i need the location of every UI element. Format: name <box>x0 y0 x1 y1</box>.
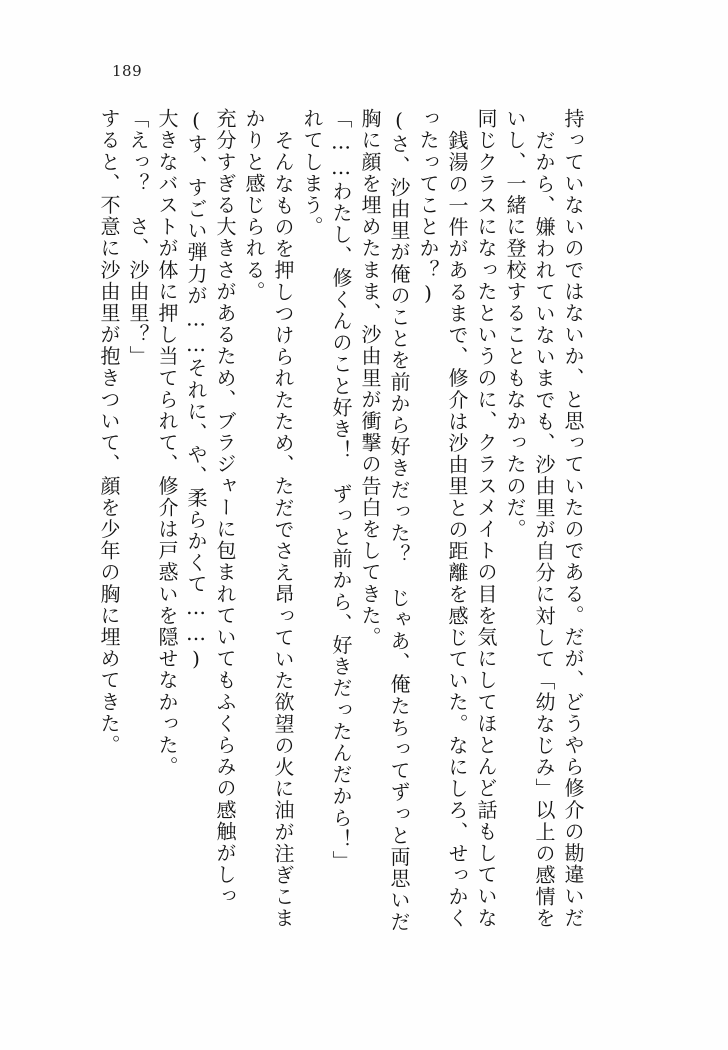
page-number: 189 <box>112 62 143 80</box>
text-column: 胸に顔を埋めたまま、沙由里が衝撃の告白をしてきた。 <box>358 108 382 648</box>
text-column: かりと感じられる。 <box>242 108 266 303</box>
text-column: 充分すぎる大きさがあるため、ブラジャーに包まれていてもふくらみの感触がしっ <box>213 108 237 908</box>
text-column: だから、嫌われていないまでも、沙由里が自分に対して「幼なじみ」以上の感情を <box>532 130 556 930</box>
vertical-text-block <box>90 108 650 978</box>
text-column: 同じクラスになったというのに、クラスメイトの目を気にしてほとんど話もしていな <box>474 108 498 929</box>
text-column: (さ、沙由里が俺のことを前から好きだった？ じゃあ、俺たちってずっと両思いだ <box>387 108 411 933</box>
text-column: 持っていないのではないか、と思っていたのである。だが、どうやら修介の勘違いだ <box>561 108 585 929</box>
text-column: ったってことか？) <box>416 108 440 307</box>
text-column: 大きなバストが体に押し当てられて、修介は戸惑いを隠せなかった。 <box>155 108 179 778</box>
text-column: そんなものを押しつけられたため、ただでさえ昂っていた欲望の火に油が注ぎこま <box>271 130 295 930</box>
text-column: (す、すごい弾力が……それに、や、柔らかくて……) <box>184 108 208 672</box>
text-column: 「えっ？ さ、沙由里？」 <box>126 108 150 368</box>
text-column: れてしまう。 <box>300 108 324 238</box>
text-column: 「……わたし、修くんのこと好き！ ずっと前から、好きだったんだから！」 <box>329 108 353 872</box>
text-column: いし、一緒に登校することもなかったのだ。 <box>503 108 527 540</box>
text-column: すると、不意に沙由里が抱きついて、顔を少年の胸に埋めてきた。 <box>97 108 121 756</box>
text-column: 銭湯の一件があるまで、修介は沙由里との距離を感じていた。なにしろ、せっかく <box>445 130 469 930</box>
